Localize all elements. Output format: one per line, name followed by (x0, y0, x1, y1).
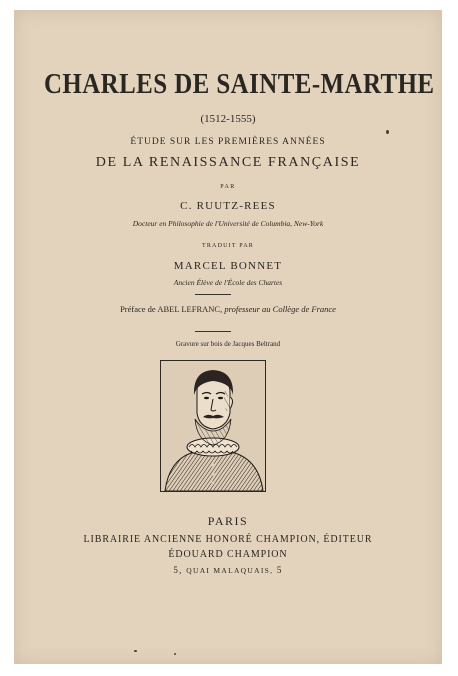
subtitle-line-1: ÉTUDE SUR LES PREMIÈRES ANNÉES (130, 137, 326, 147)
paper-speck (174, 653, 176, 655)
address-number-end: 5 (276, 565, 283, 575)
preface-author: ABEL LEFRANC, (157, 304, 223, 314)
translator-credentials: Ancien Élève de l'École des Chartes (173, 278, 283, 287)
translator-name: MARCEL BONNET (173, 260, 283, 272)
book-title: CHARLES DE SAINTE-MARTHE (43, 68, 435, 100)
paper-speck (386, 130, 389, 134)
publisher-address (14, 565, 442, 575)
translated-by-label: TRADUIT PAR (201, 243, 255, 249)
subtitle-line-2: DE LA RENAISSANCE FRANÇAISE (95, 155, 361, 170)
portrait-engraving (160, 360, 266, 492)
portrait-image (161, 361, 265, 491)
title-page (14, 10, 442, 664)
address-number: 5, (173, 565, 183, 575)
paper-speck (134, 650, 137, 652)
publisher-line-2: ÉDOUARD CHAMPION (168, 549, 288, 560)
publisher-line-1: LIBRAIRIE ANCIENNE HONORÉ CHAMPION, ÉDITEUR (83, 534, 373, 545)
divider-rule (195, 294, 231, 295)
preface-prefix: Préface de (120, 304, 156, 314)
par-label: PAR (220, 184, 236, 190)
preface-author-role: professeur au Collège de France (224, 304, 336, 314)
preface-line (14, 304, 442, 314)
publication-city: PARIS (207, 514, 249, 528)
engraving-credit: Gravure sur bois de Jacques Beltrand (175, 340, 281, 348)
address-street: QUAI MALAQUAIS, (186, 566, 274, 575)
author-credentials: Docteur en Philosophie de l'Université de Columbia, New-York (132, 219, 324, 228)
author-name: C. RUUTZ-REES (180, 200, 276, 212)
life-dates: (1512-1555) (200, 113, 256, 125)
divider-rule (195, 331, 231, 332)
